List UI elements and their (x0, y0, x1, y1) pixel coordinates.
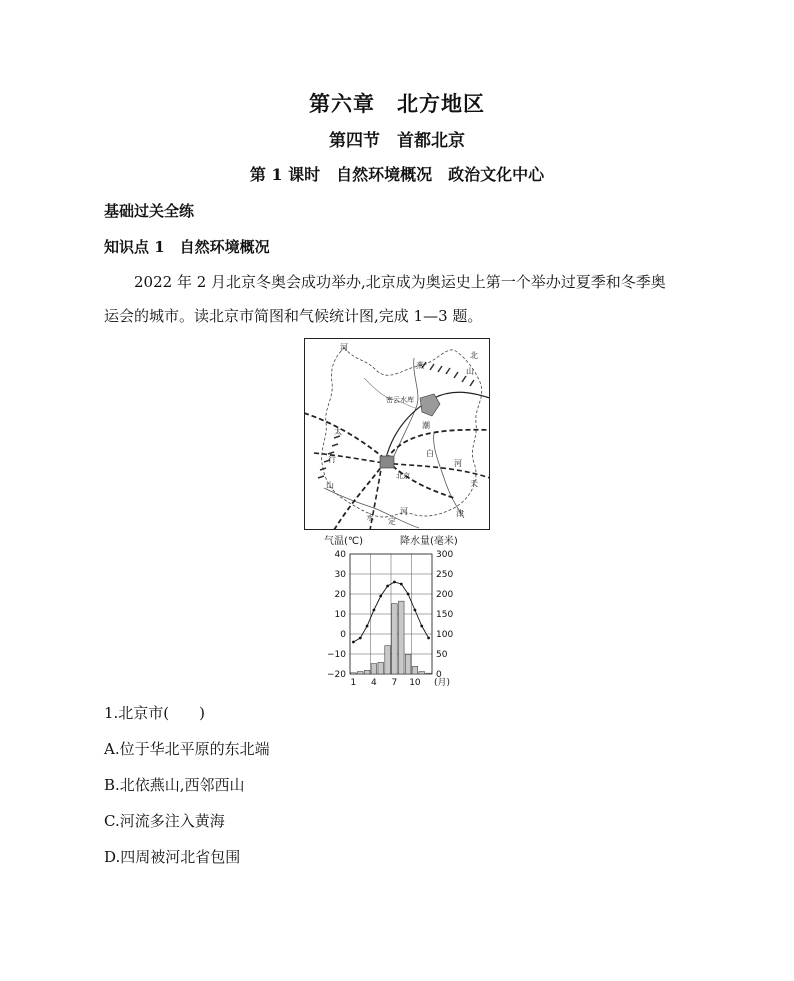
right-tick-label: 300 (436, 550, 454, 560)
right-tick-label: 100 (436, 630, 454, 640)
right-tick-label: 50 (436, 650, 448, 660)
intro-line-1: 2022 年 2 月北京冬奥会成功举办,北京成为奥运史上第一个举办过夏季和冬季奥 (134, 273, 666, 291)
map-label: 永 (366, 513, 374, 522)
precipitation-bar (426, 673, 432, 674)
temperature-point (352, 641, 355, 644)
temperature-point (366, 625, 369, 628)
temperature-point (379, 595, 382, 598)
map-label: 河 (454, 459, 462, 468)
climate-chart (312, 532, 472, 692)
x-tick-label: 1 (350, 678, 357, 688)
map-label: 潮 (422, 421, 430, 430)
x-unit-label: (月) (434, 678, 451, 688)
left-tick-label: 20 (334, 590, 346, 600)
right-tick-label: 0 (436, 670, 442, 680)
left-tick-label: −10 (327, 650, 346, 660)
map-label: 定 (388, 517, 396, 526)
right-tick-label: 250 (436, 570, 454, 580)
left-tick-label: 10 (334, 610, 346, 620)
map-label: 北京 (396, 472, 410, 480)
temperature-point (400, 583, 403, 586)
map-label: 津 (456, 509, 464, 518)
right-tick-label: 150 (436, 610, 454, 620)
temperature-point (427, 637, 430, 640)
lesson-title: 第 1 课时 自然环境概况 政治文化中心 (249, 165, 545, 184)
precipitation-bar (405, 654, 411, 674)
precipitation-bar (378, 662, 384, 674)
precipitation-bar (412, 666, 418, 674)
temperature-point (373, 609, 376, 612)
x-tick-label: 7 (391, 678, 398, 688)
temperature-point (393, 581, 396, 584)
map-label: 天 (470, 479, 478, 488)
map-label: 燕 (416, 361, 424, 370)
option-d[interactable]: D.四周被河北省包围 (104, 848, 241, 866)
left-tick-label: 0 (340, 630, 346, 640)
left-tick-label: 30 (334, 570, 346, 580)
map-label: 白 (426, 449, 434, 458)
chapter-title: 第六章 北方地区 (309, 91, 485, 116)
left-axis-label: 气温(℃) (324, 536, 364, 547)
map-label: 山 (326, 481, 334, 490)
precipitation-bar (392, 604, 398, 674)
temperature-point (386, 585, 389, 588)
knowledge-point: 知识点 1 自然环境概况 (104, 238, 270, 256)
question-stem: 1.北京市( ) (104, 704, 206, 722)
x-tick-label: 4 (371, 678, 377, 688)
intro-line-2: 运会的城市。读北京市简图和气候统计图,完成 1—3 题。 (104, 307, 483, 325)
temperature-point (359, 637, 362, 640)
map-label: 密云水库 (386, 396, 414, 404)
precipitation-bar (385, 646, 391, 674)
option-a[interactable]: A.位于华北平原的东北端 (104, 740, 270, 758)
right-tick-label: 200 (436, 590, 454, 600)
precipitation-bar (419, 672, 425, 674)
left-tick-label: −20 (327, 670, 346, 680)
precipitation-bar (398, 601, 404, 674)
part-title: 基础过关全练 (104, 202, 195, 220)
left-tick-label: 40 (334, 550, 346, 560)
map-label: 河 (340, 343, 348, 352)
x-tick-label: 10 (409, 678, 421, 688)
map-frame (305, 339, 490, 530)
map-label: 北 (470, 351, 478, 360)
beijing-city (380, 456, 394, 468)
precipitation-bar (371, 664, 377, 674)
map-label: 行 (328, 455, 336, 464)
beijing-map (304, 338, 490, 530)
precipitation-bar (357, 672, 363, 674)
right-axis-label: 降水量(毫米) (400, 536, 458, 547)
map-label: 太 (334, 427, 342, 436)
temperature-point (420, 625, 423, 628)
map-label: 山 (466, 367, 474, 376)
map-label: 河 (400, 507, 408, 516)
precipitation-bar (351, 673, 357, 674)
section-title: 第四节 首都北京 (329, 131, 465, 151)
option-c[interactable]: C.河流多注入黄海 (104, 812, 225, 830)
option-b[interactable]: B.北依燕山,西邻西山 (104, 776, 245, 794)
temperature-point (414, 609, 417, 612)
precipitation-bar (364, 670, 370, 674)
temperature-point (407, 593, 410, 596)
